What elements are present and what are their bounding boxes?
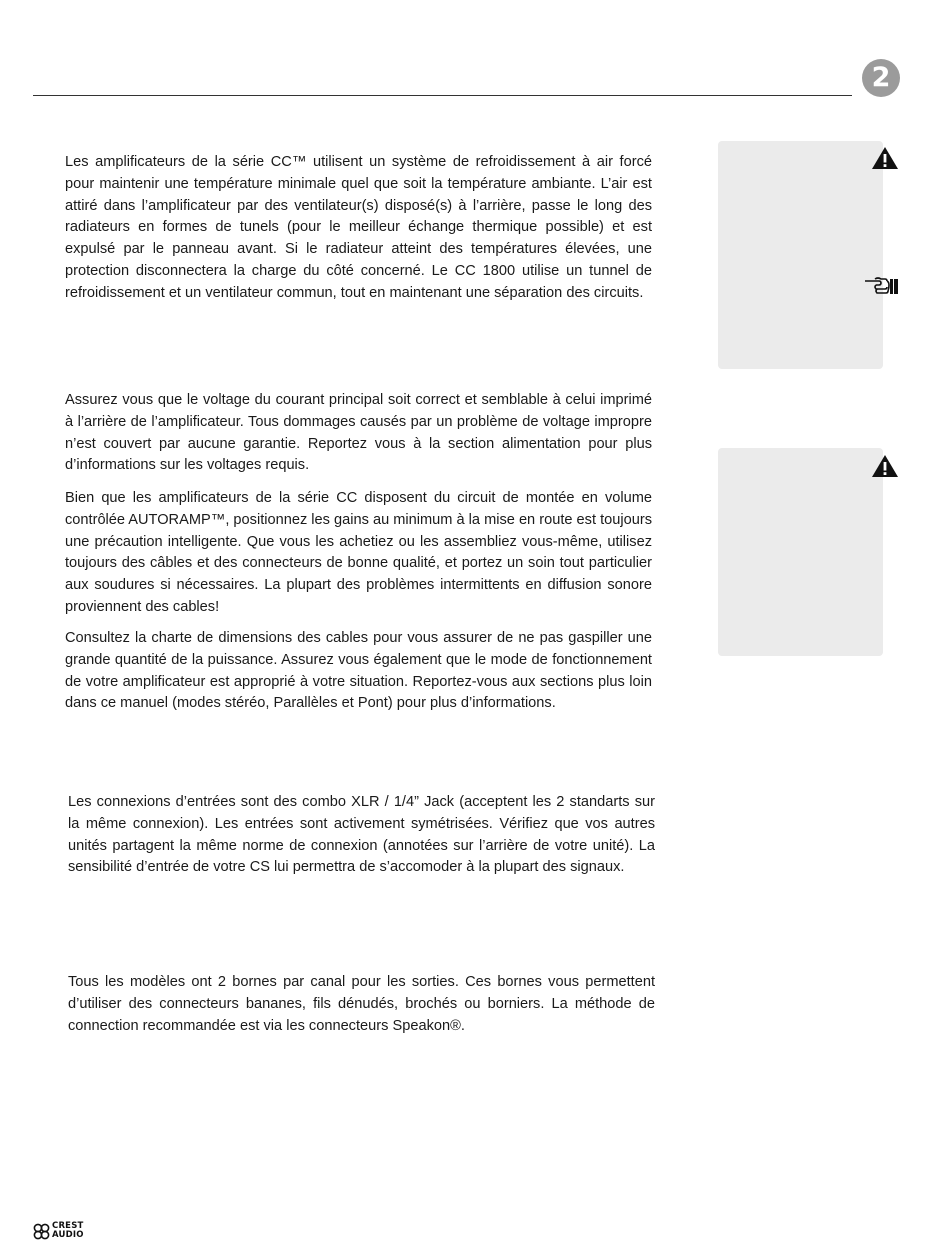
- logo-line-audio: AUDIO: [52, 1230, 84, 1240]
- logo-wordmark: [52, 1222, 84, 1239]
- sidebar-note-box: [718, 141, 883, 369]
- logo-line-crest: CREST: [52, 1221, 84, 1232]
- sidebar-note-box: [718, 448, 883, 656]
- warning-triangle-icon: [871, 146, 899, 170]
- pointing-hand-icon: [863, 274, 901, 296]
- voltage-paragraph: Assurez vous que le voltage du courant principal soit correct et semblable à celui imprimé à l’arrière de l’amplificateur. Tous dommages causés par un problème de voltage impropre n’est couvert par aucune garantie. Reportez vous à la section alimentation pour plus d’informations sur les voltages requis.: [65, 392, 652, 474]
- cable-gauge-paragraph: Consultez la charte de dimensions des cables pour vous assurer de ne pas gaspiller une grande quantité de la puissance. Assurez vous également que le mode de fonctionnement de votre amplificateur est approprié à votre situation. Reportez-vous aux sections plus loin dans ce manuel (modes stéréo, Parallèles et Pont) pour plus d’informations.: [65, 630, 652, 712]
- header-rule: [33, 95, 852, 96]
- inputs-paragraph: Les connexions d’entrées sont des combo XLR / 1/4” Jack (acceptent les 2 standarts sur la même connexion). Les entrées sont activement symétrisées. Vérifiez que vos autres unités partagent la même norme de connexion (annotées sur l’arrière de votre unité). La sensibilité d’entrée de votre CS lui permettra de s’accomoder à la plupart des signaux.: [68, 794, 655, 876]
- warning-triangle-icon: [871, 454, 899, 478]
- crest-logo-mark-icon: [33, 1223, 50, 1240]
- cooling-paragraph: Les amplificateurs de la série CC™ utilisent un système de refroidissement à air forcé pour maintenir une température minimale quel que soit la température ambiante. L’air est attiré dans l’amplificateur par des ventilateur(s) disposé(s) à l’arrière, passe le long des radiateurs en formes de tunels (pour le meilleur échange thermique possible) et est expulsé par le panneau avant. Si le radiateur atteint des températures élevées, une protection disconnectera la charge du côté concerné. Le CC 1800 utilise un tunnel de refroidissement et un ventilateur commun, tout en maintenant une séparation des circuits.: [65, 154, 652, 301]
- chapter-number-badge: 2: [862, 59, 900, 97]
- crest-audio-logo: [33, 1220, 84, 1242]
- outputs-paragraph: Tous les modèles ont 2 bornes par canal pour les sorties. Ces bornes vous permettent d’utiliser des connecteurs bananes, fils dénudés, brochés ou borniers. La méthode de connection recommandée est via les connecteurs Speakon®.: [68, 974, 655, 1034]
- autoramp-paragraph: Bien que les amplificateurs de la série CC disposent du circuit de montée en volume contrôlée AUTORAMP™, positionnez les gains au minimum à la mise en route est toujours une précaution intelligente. Que vous les achetiez ou les assembliez vous-même, utilisez toujours des câbles et des connecteurs de bonne qualité, et portez un soin tout particulier aux soudures si nécessaires. La plupart des problèmes intermittents en diffusion sonore proviennent des cables!: [65, 490, 652, 615]
